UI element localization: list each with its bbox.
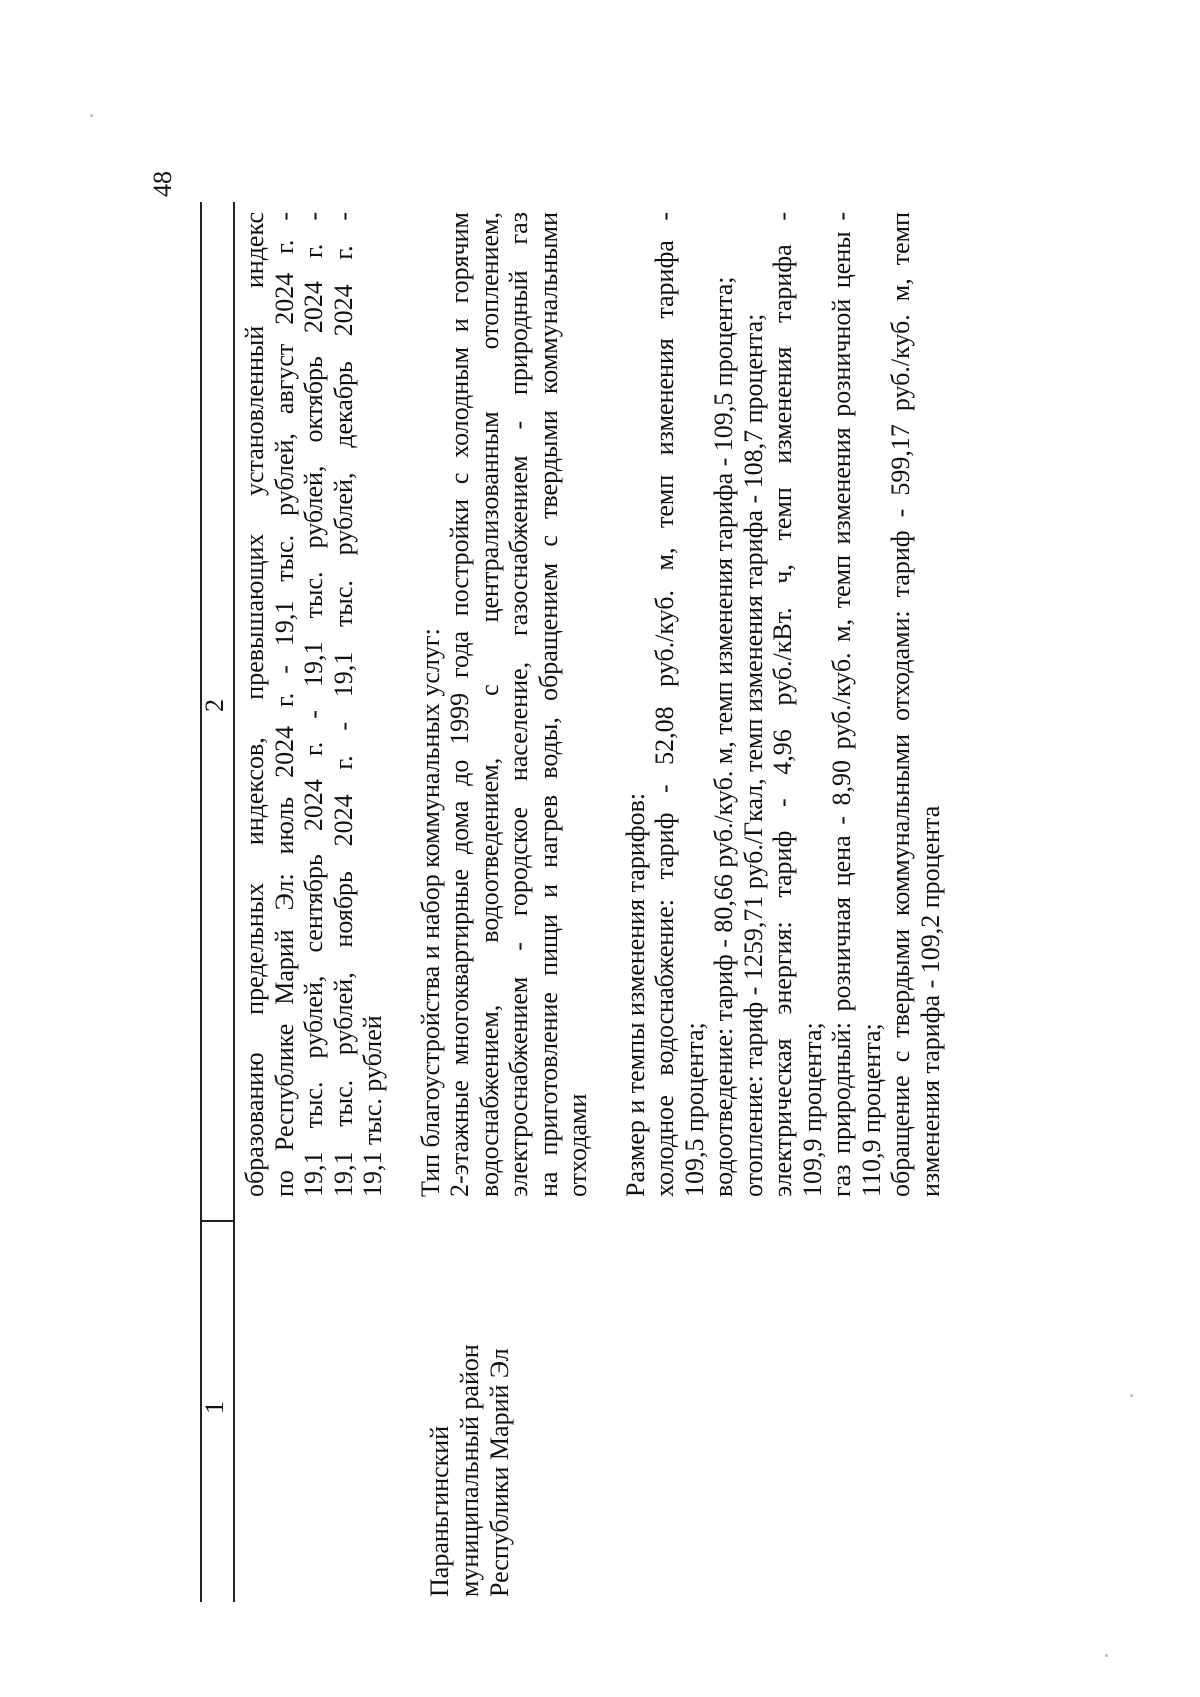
description-cell (240, 212, 945, 1197)
text-line: отходами (563, 1093, 592, 1197)
text-line: 110,9 процента; (856, 1023, 886, 1197)
column-header-1: 1 (200, 1401, 229, 1414)
text-line: обращение с твердыми коммунальными отходами: тариф - 599,17 руб./куб. м, темп (886, 212, 915, 1197)
text-line: 19,1 тыс. рублей, сентябрь 2024 г. - 19,1 тыс. рублей, октябрь 2024 г. - (299, 212, 328, 1197)
table-header-rule (233, 202, 235, 1602)
text-line: газ природный: розничная цена - 8,90 руб./куб. м, темп изменения розничной цены - (827, 212, 856, 1197)
text-line: холодное водоснабжение: тариф - 52,08 руб./куб. м, темп изменения тарифа - (650, 212, 679, 1197)
municipality-line: Республики Марий Эл (485, 1348, 514, 1597)
tariffs-block (621, 212, 946, 1197)
municipality-cell (425, 1297, 515, 1597)
text-line: изменения тарифа - 109,2 процента (915, 805, 945, 1197)
text-line: 19,1 тыс. рублей, ноябрь 2024 г. - 19,1 тыс. рублей, декабрь 2024 г. - (328, 212, 358, 1197)
table-top-rule (200, 202, 202, 1602)
text-line: электрическая энергия: тариф - 4,96 руб./кВт. ч, темп изменения тарифа - (768, 212, 797, 1197)
text-line: Тип благоустройства и набор коммунальных услуг: (415, 628, 445, 1197)
text-line: 109,5 процента; (679, 1022, 709, 1197)
municipality-line: Параньгинский (425, 1425, 454, 1597)
continued-text-block (240, 212, 388, 1197)
text-line: Размер и темпы изменения тарифов: (620, 792, 650, 1197)
text-line: 2-этажные многоквартирные дома до 1999 года постройки с холодным и горячим (445, 212, 474, 1197)
scan-speck (1105, 1654, 1108, 1657)
text-line: образованию предельных индексов, превышающих установленный индекс (240, 212, 269, 1197)
municipality-line: муниципальный район (455, 1344, 484, 1597)
column-divider (200, 1220, 233, 1222)
text-line: водоснабжением, водоотведением, с централизованным отоплением, (474, 212, 504, 1197)
text-line: 109,9 процента; (797, 1022, 827, 1197)
text-line: отопление: тариф - 1259,71 руб./Гкал, темп изменения тарифа - 108,7 процента; (738, 313, 768, 1197)
page-number: 48 (148, 171, 177, 197)
scan-speck (1130, 1394, 1133, 1397)
scan-speck (90, 114, 93, 117)
column-header-2: 2 (200, 699, 229, 712)
text-line: водоотведение: тариф - 80,66 руб./куб. м, темп изменения тарифа - 109,5 процента; (709, 276, 738, 1197)
amenities-block (416, 212, 593, 1197)
text-line: по Республике Марий Эл: июль 2024 г. - 19,1 тыс. рублей, август 2024 г. - (269, 212, 299, 1197)
text-line: на приготовление пищи и нагрев воды, обращением с твердыми коммунальными (533, 212, 563, 1197)
text-line: 19,1 тыс. рублей (358, 1015, 387, 1197)
text-line: электроснабжением - городское население, газоснабжением - природный газ (504, 212, 533, 1197)
